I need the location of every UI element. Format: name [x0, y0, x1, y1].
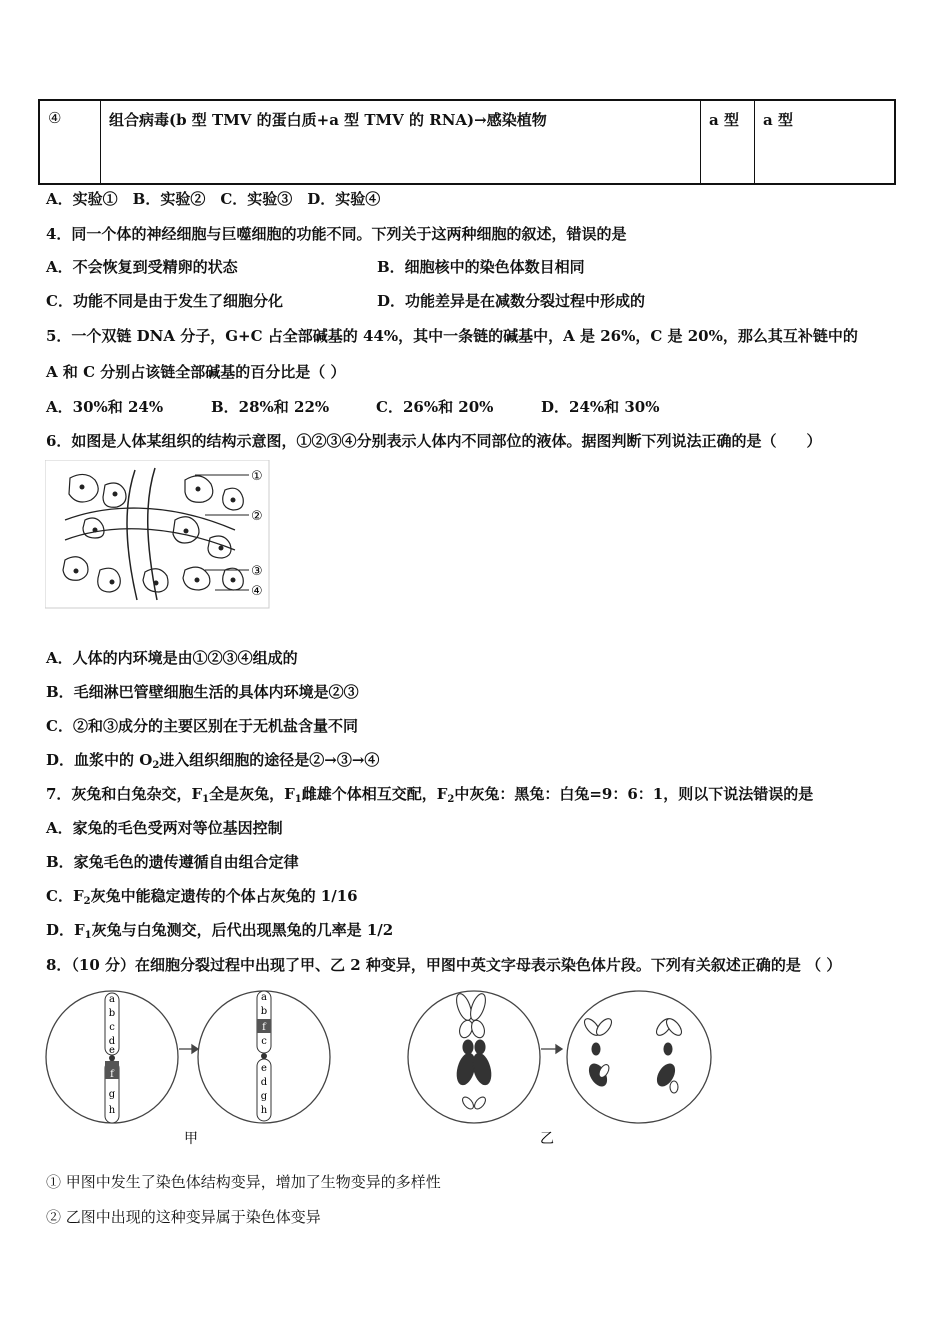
chrom2-seg-g: g — [260, 1091, 268, 1102]
q5-option-b: B．28%和 22% — [211, 398, 330, 416]
q5-option-c: C．26%和 20% — [376, 398, 494, 416]
q5-option-d: D．24%和 30% — [541, 398, 660, 416]
yi-cell-2 — [567, 991, 711, 1123]
chrom2-seg-b: b — [260, 1006, 268, 1017]
q8-stem: 8．（10 分）在细胞分裂过程中出现了甲、乙 2 种变异，甲图中英文字母表示染色体片段。下列有关叙述正确的是 （ ） — [46, 956, 842, 974]
q6-option-d: D．血浆中的 $O_2$进入组织细胞的途径是②→③→④ — [46, 751, 380, 771]
q7-stem: 7．灰兔和白兔杂交，$F_1$全是灰兔，$F_1$雌雄个体相互交配，$F_2$中灰兔：黑兔：白兔=9：6：1，则以下说法错误的是 — [46, 785, 814, 805]
label-yi: 乙 — [540, 1131, 554, 1147]
q4-stem: 4．同一个体的神经细胞与巨噬细胞的功能不同。下列关于这两种细胞的叙述，错误的是 — [46, 225, 627, 243]
chrom1-seg-e: e — [109, 1045, 115, 1056]
q7-option-c: C．$F_2$灰兔中能稳定遗传的个体占灰兔的 1/16 — [46, 887, 358, 907]
chrom2-seg-c: c — [261, 1036, 267, 1047]
diagram-label-1: ① — [251, 469, 263, 484]
chrom1-seg-b: b — [108, 1008, 116, 1019]
row-description: 组合病毒(b 型 TMV 的蛋白质+a 型 TMV 的 RNA)→感染植物 — [100, 101, 700, 183]
label-jia: 甲 — [184, 1131, 198, 1147]
q7-option-a: A．家兔的毛色受两对等位基因控制 — [46, 819, 283, 837]
q8-statement-2: ② 乙图中出现的这种变异属于染色体变异 — [46, 1208, 321, 1226]
q6-option-b: B．毛细淋巴管壁细胞生活的具体内环境是②③ — [46, 683, 359, 701]
q7-option-b: B．家兔毛色的遗传遵循自由组合定律 — [46, 853, 299, 871]
capillary-wall-right — [148, 468, 157, 600]
chrom1-seg-h: h — [108, 1105, 116, 1116]
chrom1-seg-g: g — [108, 1089, 116, 1100]
chrom1-seg-f: f — [110, 1069, 114, 1080]
q6-stem: 6．如图是人体某组织的结构示意图，①②③④分别表示人体内不同部位的液体。据图判断下列说法正确的是（ ） — [46, 432, 822, 450]
experiment-table-row — [38, 99, 896, 185]
q5-stem-line1: 5．一个双链 DNA 分子，G+C 占全部碱基的 44%，其中一条链的碱基中，A 是 26%，C 是 20%，那么其互补链中的 — [46, 327, 858, 345]
chrom1-seg-a: a — [109, 994, 115, 1005]
q5-option-a: A．30%和 24% — [46, 398, 164, 416]
chrom2-seg-e: e — [261, 1063, 267, 1074]
chrom1-seg-d: d — [108, 1036, 116, 1047]
q7-option-d: D．$F_1$灰兔与白兔测交，后代出现黑兔的几率是 1/2 — [46, 921, 394, 941]
q8-statement-1: ① 甲图中发生了染色体结构变异，增加了生物变异的多样性 — [46, 1173, 441, 1191]
diagram-label-3: ③ — [251, 564, 263, 579]
q6-option-a: A．人体的内环境是由①②③④组成的 — [46, 649, 298, 667]
capillary-wall-left — [127, 470, 137, 600]
diagram-label-2: ② — [251, 509, 263, 524]
row-number: ④ — [48, 109, 62, 127]
q6-option-c: C．②和③成分的主要区别在于无机盐含量不同 — [46, 717, 358, 735]
q4-option-c: C．功能不同是由于发生了细胞分化 — [46, 292, 283, 310]
row-result-1: a 型 — [700, 101, 754, 183]
q4-option-d: D．功能差异是在减数分裂过程中形成的 — [377, 292, 646, 310]
chrom2-seg-f: f — [262, 1022, 266, 1033]
diagram-label-4: ④ — [251, 584, 263, 599]
chromosome-variation-diagram — [44, 985, 714, 1147]
chrom2-seg-d: d — [260, 1077, 268, 1088]
tissue-structure-diagram — [45, 460, 271, 610]
q4-option-b: B．细胞核中的染色体数目相同 — [377, 258, 585, 276]
chrom1-seg-c: c — [109, 1022, 115, 1033]
lymph-vessel-top — [65, 508, 235, 530]
chrom2-seg-a: a — [261, 992, 267, 1003]
q4-option-a: A．不会恢复到受精卵的状态 — [46, 258, 238, 276]
q5-stem-line2: A 和 C 分别占该链全部碱基的百分比是（ ） — [46, 363, 346, 381]
q3-options: A．实验① B．实验② C．实验③ D．实验④ — [46, 190, 381, 208]
row-result-2: a 型 — [754, 101, 896, 183]
chrom2-seg-h: h — [260, 1105, 268, 1116]
